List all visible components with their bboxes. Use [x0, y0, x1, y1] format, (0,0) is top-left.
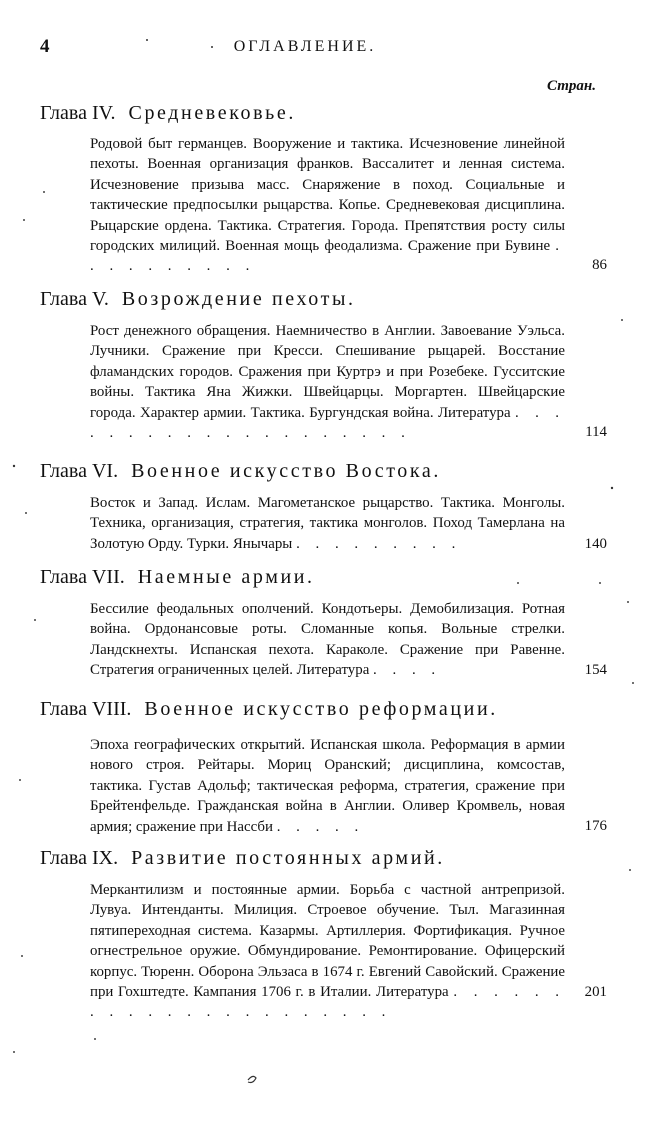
chapter-topics: Меркантилизм и постоянные армии. Борьба с частной антрепризой. Лувуа. Интенданты. Милиция. Строевое обучение. Тыл. Магазинная пятипереходная система. Казармы. Артиллерия. Фортификация. Ручное огнестрельное оружие. Обмундирование. Ремонтирование. Офицерский корпус. Тюренн. Оборона Эльзаса в 1674 г. Евгений Савойский. Сражение при Гохштедте. Кампания 1706 г. в Италии. Литература [90, 882, 565, 1001]
page-column-label: Стран. [547, 78, 596, 94]
dot-leader: . . . . . [276, 818, 365, 835]
dot-leader: . . . . [373, 662, 442, 679]
chapter-name: Развитие постоянных армий. [131, 847, 445, 869]
chapter-name: Возрождение пехоты. [121, 288, 356, 310]
chapter-label: Глава VI. [40, 460, 119, 482]
chapter-title [40, 566, 315, 589]
chapter-label: Глава VIII. [40, 698, 132, 720]
chapter-page-number: 176 [584, 818, 607, 834]
chapter-title [40, 847, 445, 870]
dot-leader: . . . . . . . . . . . . . . . . . . . . . . [90, 984, 565, 1021]
chapter-topics: Родовой быт германцев. Вооружение и тактика. Исчезновение линейной пехоты. Военная организация франков. Вассалитет и ленная система. Исчезновение призыва масс. Снаряжение в поход. Социальные и тактические предпосылки рыцарства. Копье. Средневековая дисциплина. Рыцарские ордена. Тактика. Стратегия. Города. Препятствия росту силы городских милиций. Военная мощь феодализма. Сражение при Бувине [90, 136, 565, 255]
chapter-description [90, 321, 565, 443]
chapter-title [40, 102, 296, 125]
chapter-label: Глава V. [40, 288, 109, 310]
chapter-label: Глава VII. [40, 566, 125, 588]
chapter-description [90, 880, 565, 1023]
chapter-name: Средневековье. [128, 102, 296, 124]
chapter-description [90, 599, 565, 681]
chapter-name: Военное искусство Востока. [131, 460, 441, 482]
page-number: 4 [40, 36, 50, 57]
chapter-name: Наемные армии. [137, 566, 315, 588]
chapter-label: Глава IX. [40, 847, 119, 869]
chapter-page-number: 201 [584, 984, 607, 1000]
chapter-description [90, 735, 565, 837]
dot-leader: . . . . . . . . . [296, 535, 462, 552]
chapter-description [90, 493, 565, 554]
chapter-name: Военное искусство реформации. [144, 698, 498, 720]
chapter-title [40, 460, 441, 483]
chapter-page-number: 86 [592, 257, 607, 273]
running-head [40, 36, 570, 60]
chapter-description [90, 134, 565, 277]
chapter-title [40, 698, 498, 721]
chapter-page-number: 114 [585, 424, 607, 440]
chapter-title [40, 288, 356, 311]
chapter-page-number: 140 [584, 536, 607, 552]
chapter-topics: Эпоха географических открытий. Испанская школа. Реформация в армии нового строя. Рейтары. Мориц Оранский; дисциплина, комсостав, тактика. Густав Адольф; тактическая реформа, стратегия, сражение при Брейтенфельде. Гражданская война в Англии. Оливер Кромвель, новая армия; сражение при Нассби [90, 737, 565, 835]
chapter-topics: Бессилие феодальных ополчений. Кондотьеры. Демобилизация. Ротная война. Ордонансовые роты. Сломанные копья. Вольные стрелки. Ландскнехты. Испанская пехота. Караколе. Сражение при Равенне. Стратегия ограниченных целей. Литература [90, 601, 565, 679]
chapter-topics: Восток и Запад. Ислам. Магометанское рыцарство. Тактика. Монголы. Техника, организация, стратегия, тактика монголов. Поход Тамерлана на Золотую Орду. Турки. Янычары [90, 495, 565, 552]
header-title: ОГЛАВЛЕНИЕ. [233, 38, 377, 55]
chapter-label: Глава IV. [40, 102, 116, 124]
chapter-page-number: 154 [584, 662, 607, 678]
dot-leader: . . . . . . . . . . . . . . . . . . . . [90, 404, 565, 442]
dot-leader: . . . . . . . . . . [90, 238, 565, 275]
chapter-topics: Рост денежного обращения. Наемничество в Англии. Завоевание Уэльса. Лучники. Сражение при Кресси. Спешивание рыцарей. Восстание фламандских городов. Сражения при Куртрэ и при Розебеке. Гусситские войны. Тактика Яна Жижки. Швейцарцы. Моргартен. Швейцарские города. Характер армии. Тактика. Бургундская война. Литература [90, 323, 565, 421]
